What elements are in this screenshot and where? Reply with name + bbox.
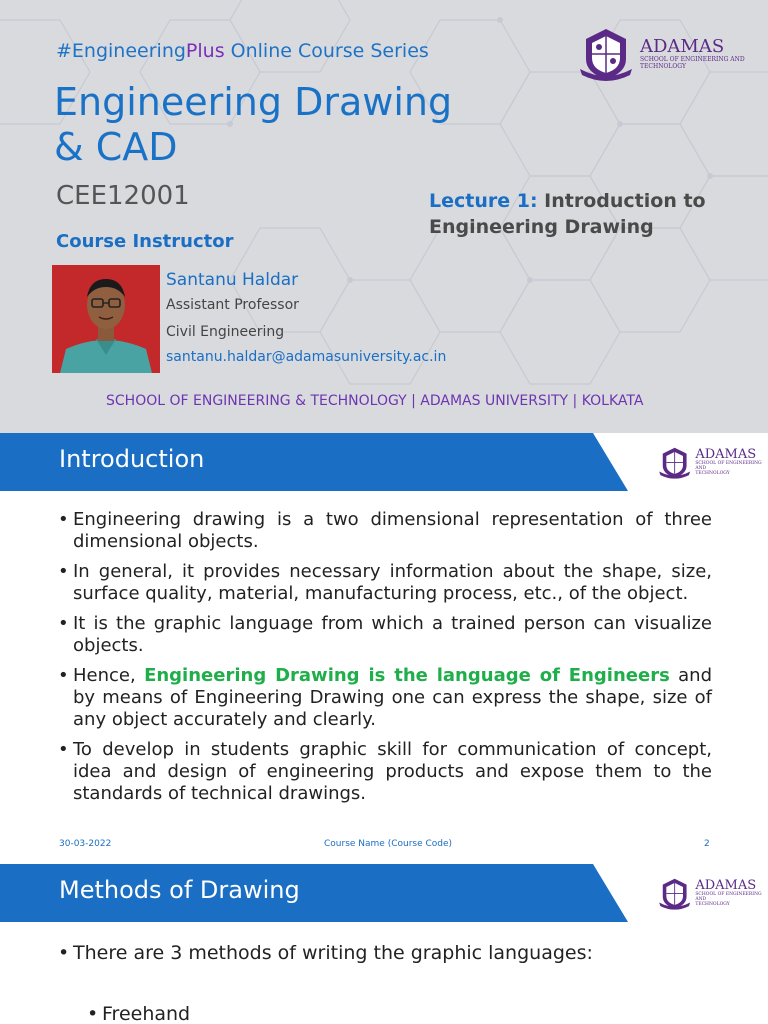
- logo-subtitle-line2: TECHNOLOGY: [640, 62, 686, 70]
- course-title-line1: Engineering Drawing: [54, 80, 453, 124]
- course-title: [54, 80, 452, 170]
- list-item: • It is the graphic language from which a trained person can visualize objects.: [58, 613, 712, 657]
- logo-text: [695, 447, 768, 476]
- adamas-logo: [658, 874, 768, 912]
- instructor-department: Civil Engineering: [166, 324, 285, 340]
- list-item: • Engineering drawing is a two dimensional representation of three dimensional objects.: [58, 509, 712, 553]
- footer-course: Course Name (Course Code): [324, 839, 453, 849]
- logo-subtitle-line1: SCHOOL OF ENGINEERING AND: [695, 461, 762, 472]
- instructor-heading: Course Instructor: [56, 231, 234, 252]
- highlighted-phrase: Engineering Drawing is the language of Engineers: [144, 665, 670, 686]
- logo-text: [695, 878, 768, 907]
- course-code: CEE12001: [56, 181, 190, 211]
- series-plus: Plus: [185, 40, 225, 62]
- bullet-list: [58, 942, 712, 972]
- instructor-email-link[interactable]: santanu.haldar@adamasuniversity.ac.in: [166, 349, 447, 365]
- logo-name: ADAMAS: [695, 878, 757, 894]
- list-item: • There are 3 methods of writing the graphic languages:: [58, 942, 712, 964]
- logo-subtitle-line1: SCHOOL OF ENGINEERING AND: [695, 892, 762, 903]
- lecture-topic: Introduction to Engineering Drawing: [429, 190, 706, 238]
- lecture-number: Lecture 1:: [429, 190, 538, 212]
- list-item: • In general, it provides necessary information about the shape, size, surface quality, material, manufacturing process, etc., of the object.: [58, 561, 712, 605]
- logo-name: ADAMAS: [640, 36, 725, 58]
- university-seal-icon: [658, 443, 691, 481]
- methods-slide: [0, 864, 768, 1024]
- instructor-name: Santanu Haldar: [166, 270, 299, 290]
- instructor-role: Assistant Professor: [166, 297, 299, 313]
- bullet-list: [58, 509, 712, 813]
- list-item: [58, 665, 712, 731]
- university-seal-icon: [578, 25, 634, 81]
- course-series-tagline: [56, 40, 429, 62]
- lecture-title: [429, 188, 749, 240]
- cover-footer: SCHOOL OF ENGINEERING & TECHNOLOGY | ADAMAS UNIVERSITY | KOLKATA: [106, 393, 644, 409]
- series-prefix: #Engineering: [56, 40, 186, 62]
- sub-list-item: • Freehand: [87, 1003, 190, 1024]
- logo-text: [640, 36, 745, 70]
- adamas-logo: [578, 25, 745, 81]
- university-seal-icon: [658, 874, 691, 912]
- instructor-photo: [52, 265, 160, 373]
- footer-date: 30-03-2022: [59, 839, 112, 849]
- cover-slide: [0, 0, 768, 433]
- list-item: • To develop in students graphic skill for communication of concept, idea and design of engineering products and expose them to the standards of technical drawings.: [58, 739, 712, 805]
- bullet-text-post: and by means of Engineering Drawing one can express the shape, size of any object accurately and clearly.: [73, 665, 712, 730]
- slide-title: Methods of Drawing: [59, 876, 300, 904]
- introduction-slide: [0, 433, 768, 864]
- bullet-text-pre: Hence,: [73, 665, 145, 686]
- slide-title: Introduction: [59, 445, 205, 473]
- footer-page-number: 2: [704, 839, 710, 849]
- series-suffix: Online Course Series: [224, 40, 429, 62]
- course-title-line2: & CAD: [54, 125, 178, 169]
- logo-subtitle-line2: TECHNOLOGY: [695, 901, 730, 907]
- logo-name: ADAMAS: [695, 447, 757, 463]
- logo-subtitle-line2: TECHNOLOGY: [695, 470, 730, 476]
- logo-subtitle-line1: SCHOOL OF ENGINEERING AND: [640, 56, 745, 64]
- adamas-logo: [658, 443, 768, 481]
- instructor-portrait-image: [52, 265, 160, 373]
